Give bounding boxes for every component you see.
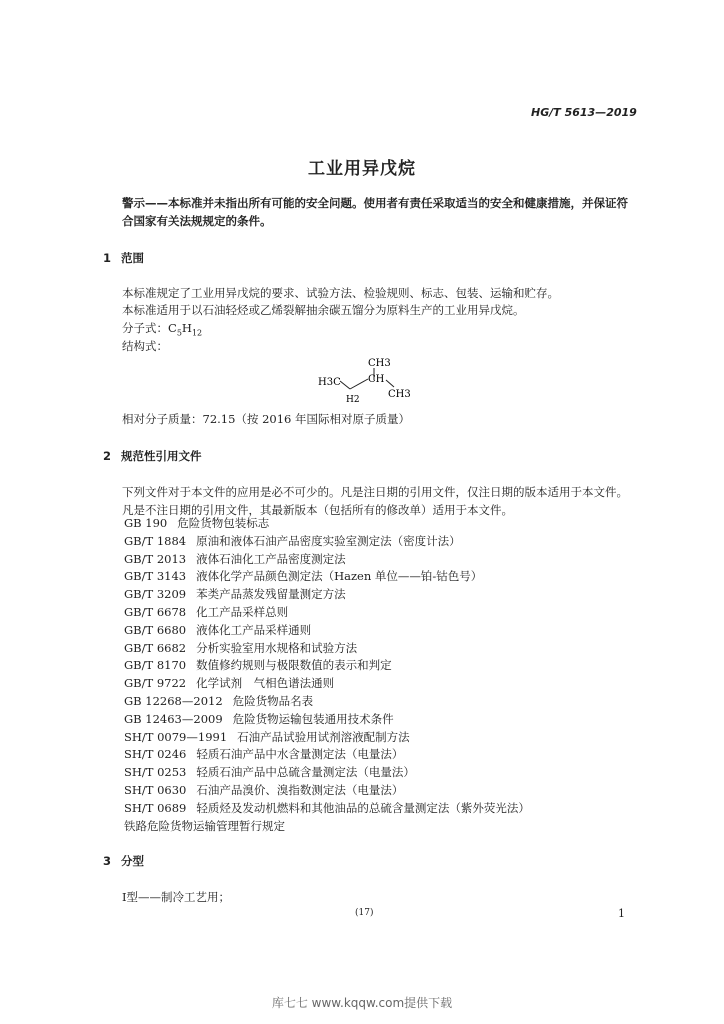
reference-code: GB/T 3209 — [124, 587, 187, 602]
type-1-item: Ⅰ型——制冷工艺用； — [122, 890, 231, 904]
reference-item — [124, 693, 530, 711]
reference-title: 轻质烃及发动机燃料和其他油品的总硫含量测定法（紫外荧光法） — [196, 800, 530, 815]
reference-title: 轻质石油产品中水含量测定法（电量法） — [196, 747, 404, 762]
reference-title: 液体化学产品颜色测定法（Hazen 单位——铂-钴色号） — [196, 569, 483, 584]
reference-code: SH/T 0079—1991 — [124, 729, 228, 744]
reference-title: 石油产品试验用试剂溶液配制方法 — [237, 729, 410, 744]
reference-title: 化工产品采样总则 — [196, 604, 289, 619]
reference-item — [124, 675, 530, 693]
reference-item — [124, 818, 530, 836]
reference-item — [124, 764, 530, 782]
reference-item — [124, 711, 530, 729]
section-2-heading — [103, 448, 202, 464]
structure-top-methyl: CH3 — [368, 358, 391, 369]
molecular-mass: 相对分子质量：72.15（按 2016 年国际相对原子质量） — [122, 412, 410, 426]
reference-code: SH/T 0253 — [124, 765, 187, 780]
reference-title: 液体化工产品采样通则 — [196, 622, 312, 637]
reference-title: 危险货物运输包装通用技术条件 — [232, 711, 394, 726]
reference-code: GB/T 6678 — [124, 604, 187, 619]
reference-title: 危险货物品名表 — [232, 693, 314, 708]
reference-code: GB/T 3143 — [124, 569, 187, 584]
reference-code: SH/T 0246 — [124, 747, 187, 762]
reference-code: GB/T 2013 — [124, 551, 187, 566]
formula-label: 分子式： — [122, 321, 168, 335]
molecular-formula — [122, 320, 202, 337]
section-title: 规范性引用文件 — [121, 449, 202, 463]
section-number: 2 — [103, 449, 112, 463]
reference-item — [124, 800, 530, 818]
section-title: 分型 — [121, 854, 144, 868]
reference-code: SH/T 0689 — [124, 800, 187, 815]
reference-item — [124, 729, 530, 747]
formula-c: C — [168, 321, 177, 335]
reference-title: 轻质石油产品中总硫含量测定法（电量法） — [196, 765, 415, 780]
reference-item — [124, 782, 530, 800]
reference-code: SH/T 0630 — [124, 782, 187, 797]
structural-formula — [310, 352, 420, 408]
reference-item — [124, 640, 530, 658]
reference-item — [124, 568, 530, 586]
structure-right-methyl: CH3 — [388, 389, 411, 400]
reference-list — [124, 515, 530, 835]
reference-title: 液体石油化工产品密度测定法 — [196, 551, 346, 566]
reference-title: 原油和液体石油产品密度实验室测定法（密度计法） — [196, 533, 461, 548]
reference-title: 化学试剂 气相色谱法通则 — [196, 676, 335, 691]
reference-code: GB/T 6682 — [124, 640, 187, 655]
reference-item — [124, 746, 530, 764]
reference-item — [124, 515, 530, 533]
watermark: 库七七 www.kqqw.com提供下载 — [271, 996, 453, 1010]
formula-h-count: 12 — [191, 328, 203, 338]
structure-label: 结构式： — [122, 339, 168, 353]
reference-title: 苯类产品蒸发残留量测定方法 — [196, 587, 346, 602]
reference-code: GB 12463—2009 — [124, 711, 223, 726]
footer-center-number: (17) — [355, 908, 374, 918]
formula-h: H — [181, 321, 192, 335]
structure-methine: CH — [368, 374, 385, 385]
reference-code: GB 12268—2012 — [124, 693, 223, 708]
reference-item — [124, 622, 530, 640]
reference-title: 分析实验室用水规格和试验方法 — [196, 640, 358, 655]
section-number: 3 — [103, 854, 112, 868]
reference-item — [124, 604, 530, 622]
document-title: 工业用异戊烷 — [308, 159, 416, 179]
scope-paragraph-1: 本标准规定了工业用异戊烷的要求、试验方法、检验规则、标志、包装、运输和贮存。 — [122, 286, 559, 300]
reference-code: GB/T 1884 — [124, 533, 187, 548]
reference-title: 铁路危险货物运输管理暂行规定 — [124, 818, 285, 833]
reference-code: GB/T 9722 — [124, 676, 187, 691]
reference-title: 危险货物包装标志 — [177, 516, 270, 530]
structure-methylene: H2 — [346, 395, 360, 405]
reference-code: GB/T 8170 — [124, 658, 187, 673]
page-number: 1 — [618, 907, 625, 920]
section-3-heading — [103, 853, 144, 869]
section-title: 范围 — [121, 251, 144, 265]
reference-item — [124, 586, 530, 604]
reference-title: 石油产品溴价、溴指数测定法（电量法） — [196, 782, 404, 797]
reference-title: 数值修约规则与极限数值的表示和判定 — [196, 658, 392, 673]
bond-left — [340, 381, 350, 389]
reference-item — [124, 533, 530, 551]
safety-warning: 警示——本标准并未指出所有可能的安全问题。使用者有责任采取适当的安全和健康措施，并保证符合国家有关法规规定的条件。 — [122, 196, 628, 228]
reference-code: GB/T 6680 — [124, 622, 187, 637]
structure-left-methyl: H3C — [318, 377, 341, 388]
reference-item — [124, 657, 530, 675]
scope-paragraph-2: 本标准适用于以石油轻烃或乙烯裂解抽余碳五馏分为原料生产的工业用异戊烷。 — [122, 303, 525, 317]
standard-code: HG/T 5613—2019 — [531, 106, 637, 119]
section-number: 1 — [103, 251, 112, 265]
reference-code: GB 190 — [124, 516, 168, 530]
bond-right — [386, 380, 394, 387]
reference-item — [124, 551, 530, 569]
references-intro: 下列文件对于本文件的应用是必不可少的。凡是注日期的引用文件，仅注日期的版本适用于本文件。凡是不注日期的引用文件，其最新版本（包括所有的修改单）适用于本文件。 — [122, 485, 628, 517]
bond-center — [350, 379, 368, 389]
section-1-heading — [103, 250, 144, 266]
formula-c-count: 5 — [176, 328, 182, 338]
